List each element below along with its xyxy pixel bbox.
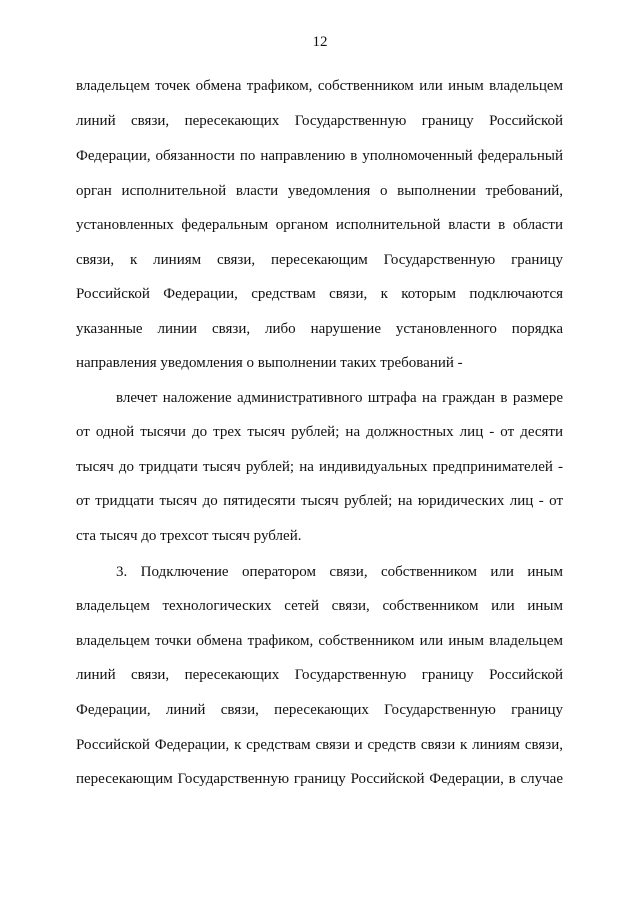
paragraph-3-line-6: Российской Федерации, к средствам связи и средств связи к линиям связи, [76,737,563,753]
paragraph-2-line-4: от тридцати тысяч до пятидесяти тысяч рублей; на юридических лиц - от [76,493,563,509]
paragraph-3-line-2: владельцем технологических сетей связи, собственником или иным [76,598,563,614]
paragraph-1-line-7: Российской Федерации, средствам связи, к которым подключаются [76,286,563,302]
paragraph-1-line-4: орган исполнительной власти уведомления о выполнении требований, [76,183,563,199]
paragraph-1-line-5: установленных федеральным органом исполнительной власти в области [76,217,563,233]
paragraph-1-line-1: владельцем точек обмена трафиком, собственником или иным владельцем [76,78,563,94]
page-number: 12 [312,34,328,50]
paragraph-1-line-8: указанные линии связи, либо нарушение установленного порядка [76,321,563,337]
paragraph-1-line-9: направления уведомления о выполнении таких требований - [76,355,463,371]
paragraph-2-line-5: ста тысяч до трехсот тысяч рублей. [76,528,302,544]
paragraph-1-line-3: Федерации, обязанности по направлению в уполномоченный федеральный [76,148,563,164]
paragraph-2-line-2: от одной тысячи до трех тысяч рублей; на должностных лиц - от десяти [76,424,563,440]
paragraph-2-line-3: тысяч до тридцати тысяч рублей; на индивидуальных предпринимателей - [76,459,563,475]
paragraph-3-line-5: Федерации, линий связи, пересекающих Государственную границу [76,702,563,718]
paragraph-2-line-1: влечет наложение административного штрафа на граждан в размере [116,390,563,406]
paragraph-1-line-2: линий связи, пересекающих Государственную границу Российской [76,113,563,129]
paragraph-3-line-4: линий связи, пересекающих Государственную границу Российской [76,667,563,683]
paragraph-3-line-3: владельцем точки обмена трафиком, собственником или иным владельцем [76,633,563,649]
paragraph-1-line-6: связи, к линиям связи, пересекающим Государственную границу [76,252,563,268]
paragraph-3-line-1: 3. Подключение оператором связи, собственником или иным [116,564,563,580]
paragraph-3-line-7: пересекающим Государственную границу Российской Федерации, в случае [76,771,563,787]
